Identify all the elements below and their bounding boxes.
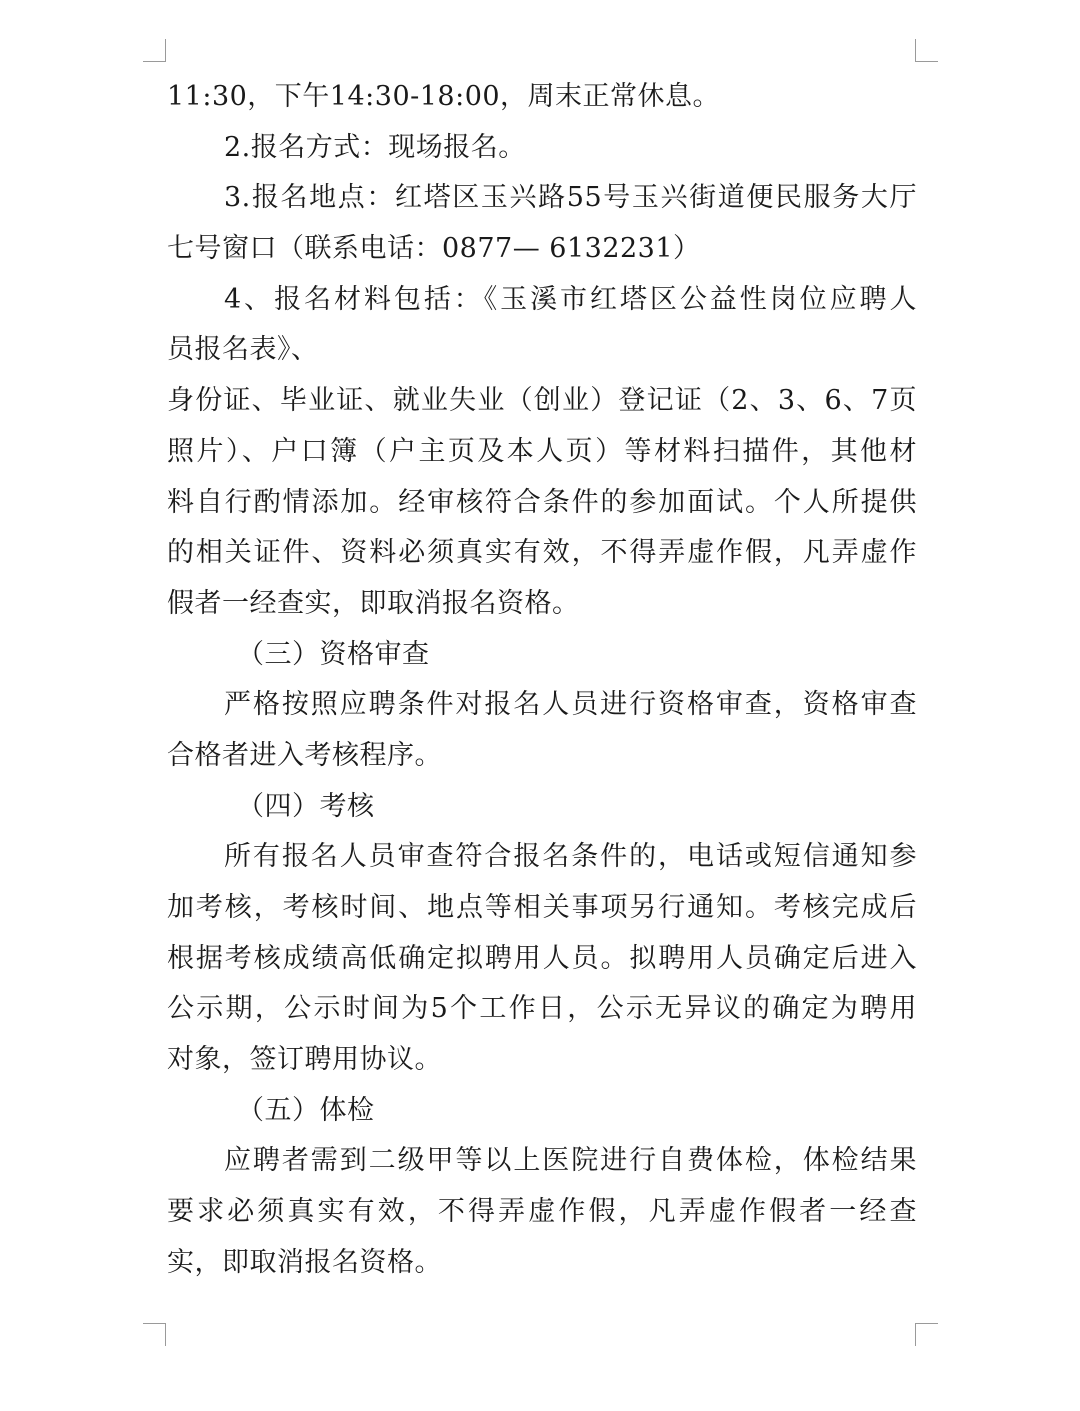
section-heading: （三）资格审查 xyxy=(237,638,430,670)
text-line: 4、报名材料包括：《玉溪市红塔区公益性岗位应聘人 xyxy=(224,283,917,315)
text-line: 2.报名方式：现场报名。 xyxy=(224,131,526,163)
text-line: 公示期，公示时间为5个工作日，公示无异议的确定为聘用 xyxy=(167,993,917,1025)
section-heading: （四）考核 xyxy=(237,790,375,822)
text-line: 应聘者需到二级甲等以上医院进行自费体检，体检结果 xyxy=(224,1145,917,1177)
text-line: 的相关证件、资料必须真实有效，不得弄虚作假，凡弄虚作 xyxy=(167,537,917,569)
text-line: 照片）、户口簿（户主页及本人页）等材料扫描件，其他材 xyxy=(167,435,917,467)
text-line: 加考核，考核时间、地点等相关事项另行通知。考核完成后 xyxy=(167,892,917,923)
text-line: 要求必须真实有效，不得弄虚作假，凡弄虚作假者一经查 xyxy=(167,1196,917,1228)
text-line: 所有报名人员审查符合报名条件的，电话或短信通知参 xyxy=(224,841,917,873)
text-line: 身份证、毕业证、就业失业（创业）登记证（2、3、6、7页 xyxy=(167,385,917,417)
text-line: 假者一经查实，即取消报名资格。 xyxy=(167,587,580,619)
crop-mark-top-left xyxy=(143,39,166,62)
text-line: 对象，签订聘用协议。 xyxy=(167,1044,442,1076)
text-line: 11:30，下午14:30-18:00，周末正常休息。 xyxy=(167,81,721,112)
crop-mark-bottom-right xyxy=(915,1323,938,1346)
text-line: 根据考核成绩高低确定拟聘用人员。拟聘用人员确定后进入 xyxy=(167,942,917,974)
document-body xyxy=(167,72,917,1289)
crop-mark-top-right xyxy=(915,39,938,62)
text-line: 合格者进入考核程序。 xyxy=(167,739,442,771)
crop-mark-bottom-left xyxy=(143,1323,166,1346)
text-line: 七号窗口（联系电话：0877— 6132231） xyxy=(167,233,701,265)
text-line: 3.报名地点：红塔区玉兴路55号玉兴街道便民服务大厅 xyxy=(224,182,917,214)
text-line: 员报名表》、 xyxy=(167,334,319,366)
section-heading: （五）体检 xyxy=(237,1094,375,1126)
text-line: 料自行酌情添加。经审核符合条件的参加面试。个人所提供 xyxy=(167,486,917,518)
text-line: 实，即取消报名资格。 xyxy=(167,1246,442,1278)
text-line: 严格按照应聘条件对报名人员进行资格审查，资格审查 xyxy=(224,689,917,721)
